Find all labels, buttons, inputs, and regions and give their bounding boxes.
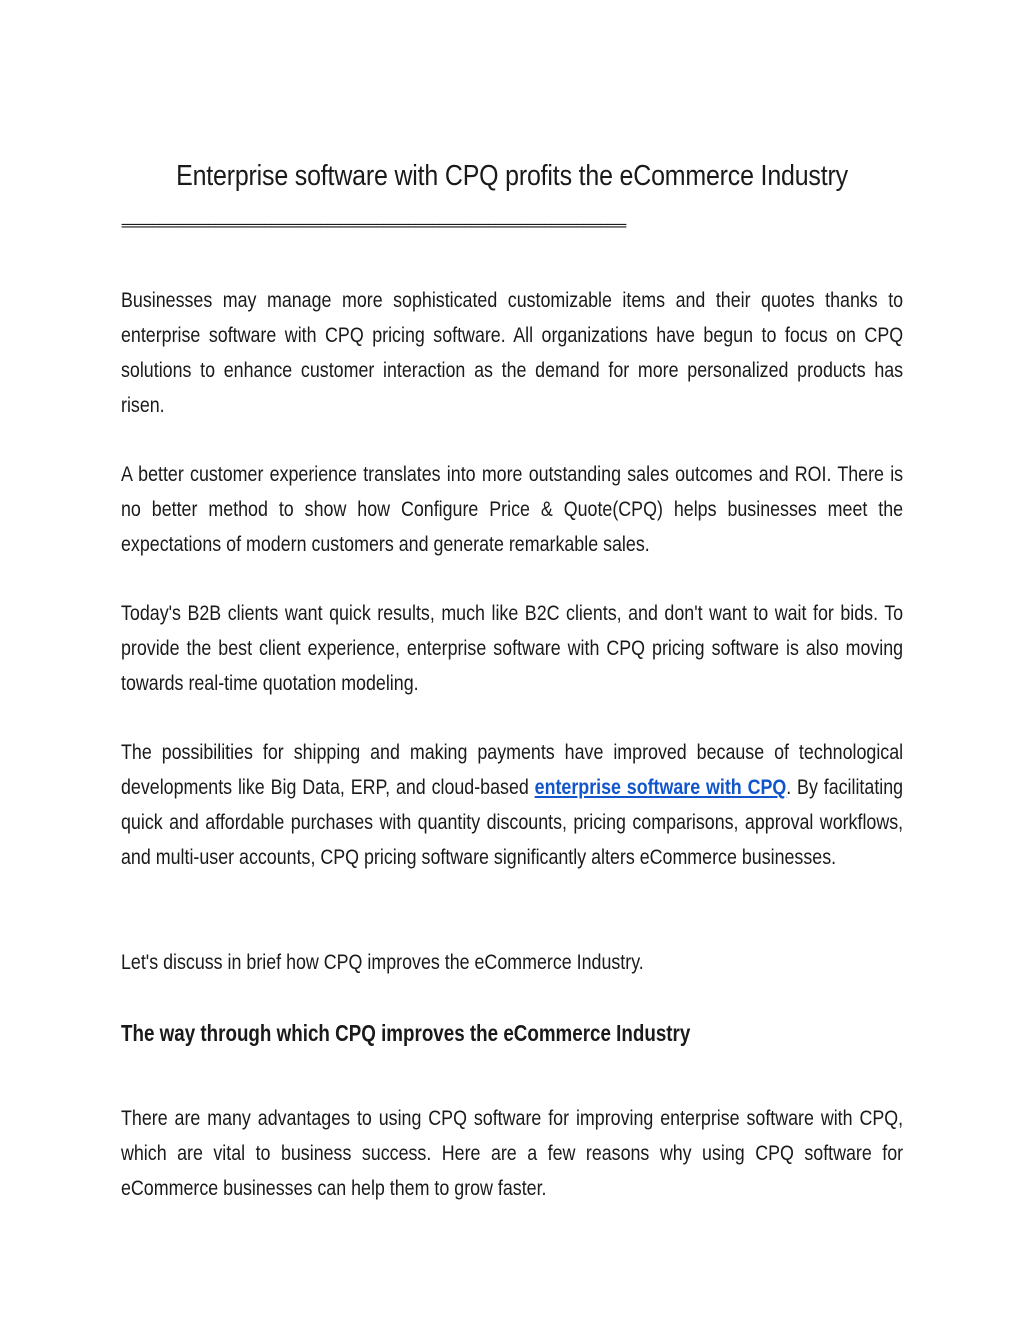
paragraph-intro xyxy=(121,283,903,423)
document-title: Enterprise software with CPQ profits the eCommerce Industry xyxy=(176,160,848,192)
paragraph-shipping-payments-text xyxy=(121,735,903,875)
paragraph-shipping-payments xyxy=(121,735,903,875)
paragraph-discuss xyxy=(121,945,903,980)
paragraph-customer-experience-text: A better customer experience translates into more outstanding sales outcomes and ROI. There is no better method to show how Configure Price & Quote(CPQ) helps businesses meet the expectations of modern customers and generate remarkable sales. xyxy=(121,462,904,556)
enterprise-software-cpq-link[interactable]: enterprise software with CPQ xyxy=(534,775,787,799)
paragraph-advantages-text: There are many advantages to using CPQ software for improving enterprise software with CPQ, which are vital to business success. Here are a few reasons why using CPQ software for eCommerce businesses can help them to grow faster. xyxy=(121,1106,904,1200)
section-heading xyxy=(121,1016,903,1050)
paragraph-discuss-text: Let's discuss in brief how CPQ improves the eCommerce Industry. xyxy=(121,950,644,974)
paragraph-b2b-clients-text: Today's B2B clients want quick results, much like B2C clients, and don't want to wait for bids. To provide the best client experience, enterprise software with CPQ pricing software is also moving towards real-time quotation modeling. xyxy=(121,601,904,695)
section-heading-text: The way through which CPQ improves the eCommerce Industry xyxy=(121,1020,691,1046)
paragraph-intro-text: Businesses may manage more sophisticated customizable items and their quotes thanks to enterprise software with CPQ pricing software. All organizations have begun to focus on CPQ solutions to enhance customer interaction as the demand for more personalized products has risen. xyxy=(121,288,904,417)
title-divider: ================================================================================= xyxy=(121,219,626,234)
paragraph-customer-experience xyxy=(121,457,903,562)
paragraph-advantages xyxy=(121,1101,903,1206)
paragraph-b2b-clients xyxy=(121,596,903,701)
paragraph-text-before-link: The possibilities for shipping and making payments have improved because of technological developments like Big Data, ERP, and cloud-based xyxy=(121,740,904,799)
paragraph-text-after-link: . By facilitating quick and affordable purchases with quantity discounts, pricing comparisons, approval workflows, and multi-user accounts, CPQ pricing software significantly alters eCommerce businesses. xyxy=(121,775,904,869)
